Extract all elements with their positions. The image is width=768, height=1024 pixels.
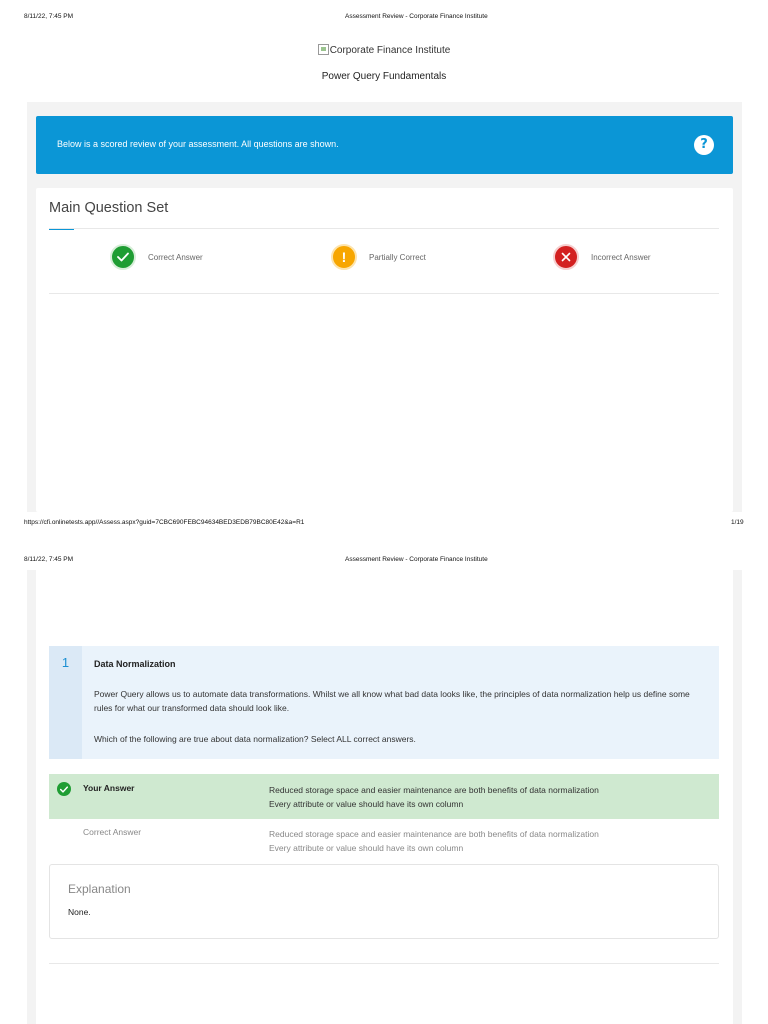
question-title: Data Normalization [94,659,176,669]
legend-correct-label: Correct Answer [148,252,203,262]
broken-image-icon [318,44,329,55]
site-logo[interactable] [0,44,768,56]
your-answer-value: Every attribute or value should have its own column [269,799,464,809]
legend-incorrect-label: Incorrect Answer [591,252,651,262]
course-title: Power Query Fundamentals [321,71,447,82]
question-set-card [36,188,733,512]
question-card [36,570,733,1024]
divider [49,963,719,964]
print-url: https://cfi.onlinetests.app//Assess.aspx?guid=7CBC690FEBC94634BED3EDB79BC80E42&a=R1 [24,519,305,526]
print-datetime: 8/11/22, 7:45 PM [24,556,74,563]
explanation-box [49,864,719,939]
review-info-banner [36,116,733,174]
legend-incorrect [553,243,651,271]
your-answer-value: Reduced storage space and easier maintenance are both benefits of data normalization [269,785,599,795]
question-set-title: Main Question Set [49,200,169,216]
question-number: 1 [61,655,70,670]
legend-partial-label: Partially Correct [369,252,426,262]
check-icon [57,782,71,796]
question-box [49,646,719,759]
print-page-number: 1/19 [731,519,744,526]
banner-message: Below is a scored review of your assessment. All questions are shown. [57,139,339,149]
divider [49,228,719,229]
divider [49,293,719,294]
legend-partial [331,243,426,271]
help-icon[interactable]: ? [694,135,714,155]
explanation-title: Explanation [68,882,131,896]
correct-answer-row [49,819,719,859]
print-datetime: 8/11/22, 7:45 PM [24,13,74,20]
logo-alt-text: Corporate Finance Institute [329,45,451,56]
explanation-text: None. [68,907,91,917]
check-icon [110,244,136,270]
exclamation-icon: ! [331,244,357,270]
your-answer-label: Your Answer [83,783,135,793]
your-answer-values [269,783,599,811]
correct-answer-values [269,827,599,855]
question-text: Power Query allows us to automate data transformations. Whilst we all know what bad data looks like, the principles of data normalization help us define some rules for what our transformed data should look like. [94,689,690,713]
print-title: Assessment Review - Corporate Finance Institute [345,13,488,20]
your-answer-row [49,774,719,819]
cross-icon [553,244,579,270]
question-prompt: Which of the following are true about data normalization? Select ALL correct answers. [94,734,416,744]
correct-answer-label: Correct Answer [83,827,142,837]
correct-answer-value: Every attribute or value should have its own column [269,843,464,853]
legend-correct [110,243,203,271]
correct-answer-value: Reduced storage space and easier maintenance are both benefits of data normalization [269,829,599,839]
print-title: Assessment Review - Corporate Finance Institute [345,556,488,563]
